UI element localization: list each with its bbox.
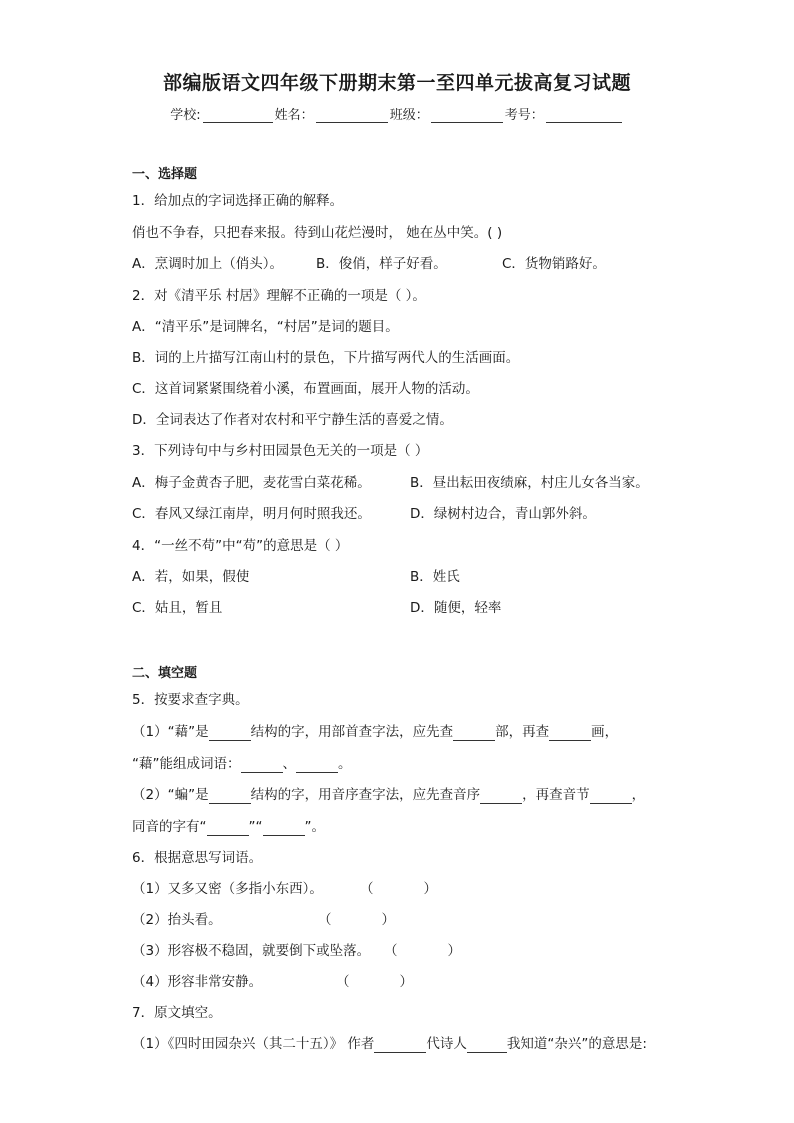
name-field[interactable]	[316, 108, 388, 123]
q6-answer-2[interactable]	[318, 911, 395, 929]
q5-radical-blank[interactable]	[453, 726, 495, 741]
question-2-option-c: C．这首词紧紧围绕着小溪，布置画面，展开人物的活动。	[132, 381, 479, 397]
paren-open: （	[336, 974, 350, 990]
school-field[interactable]	[203, 108, 273, 123]
question-2-option-d: D．全词表达了作者对农村和平宁静生活的喜爱之情。	[132, 412, 453, 428]
question-4-option-c: C．姑且，暂且	[132, 600, 223, 616]
q5-text: 画，	[591, 724, 619, 740]
question-6-item-4: （4）形容非常安静。	[132, 974, 263, 990]
q6-answer-1[interactable]	[360, 880, 437, 898]
paren-open: （	[360, 881, 374, 897]
question-3-option-b: B．昼出耘田夜绩麻，村庄儿女各当家。	[410, 475, 649, 491]
question-5-line-3	[132, 786, 645, 804]
q5-text: ，	[631, 787, 646, 803]
q5-text: （2）“蝙”是	[132, 787, 209, 803]
question-6-item-1: （1）又多又密（多指小东西）。	[132, 881, 323, 897]
question-6-item-3: （3）形容极不稳固，就要倒下或坠落。	[132, 943, 371, 959]
section-heading-choice: 一、选择题	[132, 167, 198, 182]
q5-strokes-blank[interactable]	[549, 726, 591, 741]
page-title: 部编版语文四年级下册期末第一至四单元拔高复习试题	[162, 72, 631, 94]
q5-structure-blank-2[interactable]	[209, 789, 251, 804]
q5-homophone-blank-2[interactable]	[263, 821, 305, 836]
q5-phonetic-blank[interactable]	[480, 789, 522, 804]
q7-poet-blank[interactable]	[467, 1038, 507, 1053]
question-4-option-b: B．姓氏	[410, 569, 460, 585]
q6-answer-4[interactable]	[336, 973, 413, 991]
q5-word-blank-2[interactable]	[296, 758, 338, 773]
paren-open: （	[318, 912, 332, 928]
school-label: 学校:	[170, 108, 201, 123]
q5-text: ”。	[304, 819, 325, 835]
question-3-option-c: C．春风又绿江南岸，明月何时照我还。	[132, 506, 371, 522]
q7-text: 我知道“杂兴”的意思是:	[506, 1036, 647, 1052]
question-2-stem: 2．对《清平乐 村居》理解不正确的一项是（ ）。	[132, 288, 426, 304]
question-4-option-d: D．随便，轻率	[410, 600, 502, 616]
paren-open: （	[384, 943, 398, 959]
q5-text: 结构的字，用部首查字法，应先查	[250, 724, 454, 740]
q5-structure-blank[interactable]	[209, 726, 251, 741]
q5-homophone-blank-1[interactable]	[207, 821, 249, 836]
question-2-option-a: A．“清平乐”是词牌名，“村居”是词的题目。	[132, 319, 399, 335]
question-5-line-1	[132, 723, 618, 741]
question-1-option-a: A．烹调时加上（俏头）。	[132, 256, 283, 272]
question-6-stem: 6．根据意思写词语。	[132, 850, 263, 866]
question-4-option-a: A．若，如果，假使	[132, 569, 250, 585]
class-label: 班级：	[389, 108, 429, 123]
q5-text: 结构的字，用音序查字法，应先查音序	[250, 787, 481, 803]
exam-no-label: 考号：	[504, 108, 544, 123]
q7-dynasty-blank[interactable]	[374, 1038, 426, 1053]
q5-text: 同音的字有“	[132, 819, 207, 835]
q7-text: 代诗人	[426, 1036, 467, 1052]
q5-word-blank-1[interactable]	[241, 758, 283, 773]
q5-text: 。	[338, 756, 352, 772]
question-1-stem: 1．给加点的字词选择正确的解释。	[132, 193, 344, 209]
q5-text: （1）“藉”是	[132, 724, 209, 740]
question-3-stem: 3．下列诗句中与乡村田园景色无关的一项是（ ）	[132, 443, 429, 459]
question-1-quote: 俏也不争春，只把春来报。待到山花烂漫时， 她在丛中笑。( )	[132, 225, 503, 241]
question-4-stem: 4．“一丝不苟”中“苟”的意思是（ ）	[132, 538, 349, 554]
name-label: 姓名：	[274, 108, 314, 123]
q5-syllable-blank[interactable]	[590, 789, 632, 804]
q5-text: 、	[282, 756, 296, 772]
question-2-option-b: B．词的上片描写江南山村的景色，下片描写两代人的生活画面。	[132, 350, 520, 366]
q6-answer-3[interactable]	[384, 942, 461, 960]
question-7-stem: 7．原文填空。	[132, 1005, 222, 1021]
q5-text: ”“	[248, 819, 263, 835]
paren-close: ）	[447, 943, 461, 959]
student-info-line	[0, 104, 794, 123]
exam-no-field[interactable]	[546, 108, 622, 123]
question-5-line-4	[132, 818, 325, 836]
paren-close: ）	[399, 974, 413, 990]
q5-text: 部，再查	[495, 724, 550, 740]
q7-text: （1）《四时田园杂兴（其二十五）》 作者	[132, 1036, 375, 1052]
q5-text: “藉”能组成词语：	[132, 756, 241, 772]
paren-close: ）	[381, 912, 395, 928]
question-3-option-d: D．绿树村边合，青山郭外斜。	[410, 506, 596, 522]
class-field[interactable]	[431, 108, 503, 123]
paren-close: ）	[423, 881, 437, 897]
section-heading-fill: 二、填空题	[132, 666, 198, 681]
question-5-line-2	[132, 755, 352, 773]
question-3-option-a: A．梅子金黄杏子肥，麦花雪白菜花稀。	[132, 475, 371, 491]
question-1-option-b: B．俊俏，样子好看。	[316, 256, 447, 272]
question-6-item-2: （2）抬头看。	[132, 912, 222, 928]
q5-text: ，再查音节	[522, 787, 590, 803]
question-5-stem: 5．按要求查字典。	[132, 692, 249, 708]
question-7-line-1	[132, 1035, 647, 1053]
question-1-option-c: C．货物销路好。	[502, 256, 606, 272]
